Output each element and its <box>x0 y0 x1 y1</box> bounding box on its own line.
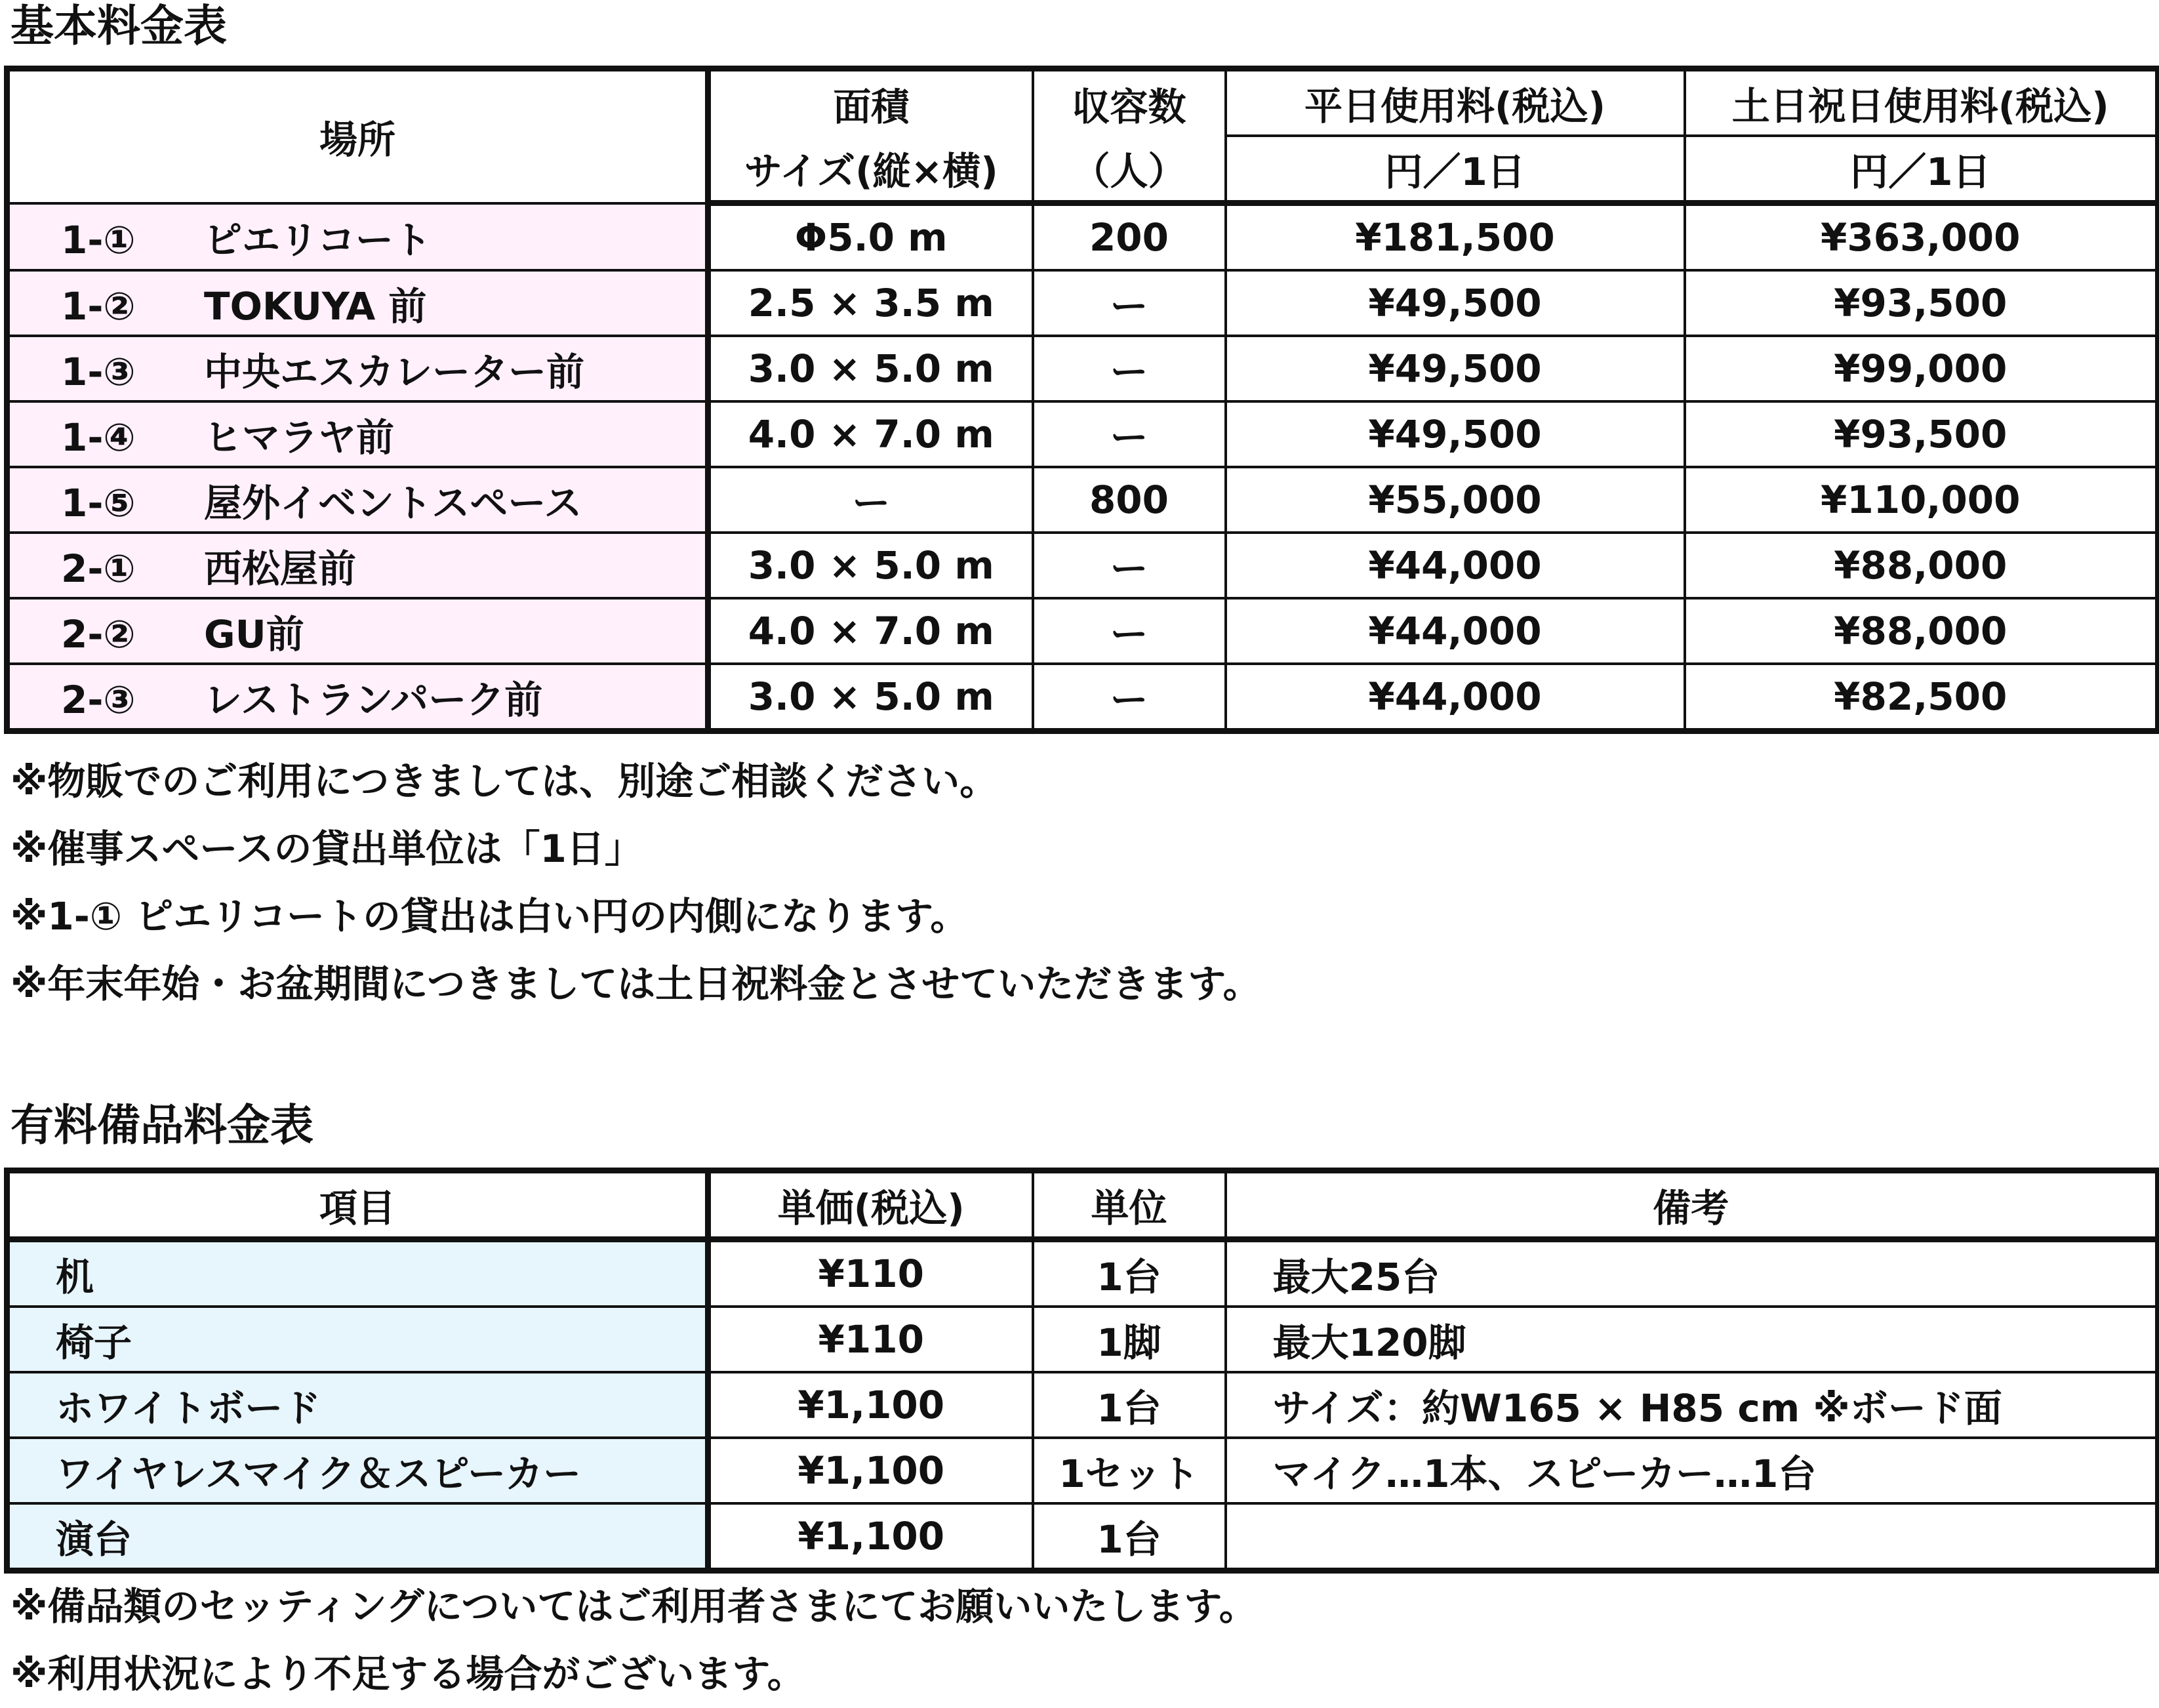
header-weekend-fee: 土日祝日使用料(税込) <box>1685 69 2158 136</box>
header-weekend-unit: 円／1日 <box>1685 136 2158 203</box>
size-cell: 3.0 × 5.0 m <box>708 336 1033 401</box>
equipment-fee-notes <box>10 1573 1257 1708</box>
weekend-fee-cell: ¥363,000 <box>1685 203 2158 271</box>
weekend-fee-cell: ¥99,000 <box>1685 336 2158 401</box>
capacity-cell: ー <box>1033 401 1226 467</box>
place-name: 西松屋前 <box>204 546 357 591</box>
weekday-fee-cell: ¥55,000 <box>1226 467 1685 533</box>
note-item: ※物販でのご利用につきましては、別途ご相談ください。 <box>10 759 998 803</box>
place-cell <box>7 664 708 731</box>
price-cell: ¥110 <box>708 1240 1033 1307</box>
place-code: 1-③ <box>61 350 136 394</box>
note-item: ※利用状況により不足する場合がございます。 <box>10 1652 805 1696</box>
note-item: ※1-① ピエリコートの貸出は白い円の内側になります。 <box>10 894 969 939</box>
place-cell <box>7 533 708 598</box>
weekend-fee-cell: ¥82,500 <box>1685 664 2158 731</box>
unit-cell: 1台 <box>1033 1240 1226 1307</box>
remarks-cell <box>1226 1503 2158 1571</box>
note-item: ※備品類のセッティングについてはご利用者さまにてお願いいたします。 <box>10 1584 1257 1629</box>
place-cell <box>7 598 708 664</box>
table-row <box>7 203 2158 271</box>
place-code: 1-④ <box>61 415 136 460</box>
basic-fee-notes <box>10 748 1261 1018</box>
item-cell: ワイヤレスマイク＆スピーカー <box>7 1438 708 1503</box>
table-row <box>7 1240 2158 1307</box>
size-cell: 2.5 × 3.5 m <box>708 270 1033 336</box>
place-cell <box>7 203 708 271</box>
note-item: ※催事スペースの貸出単位は「1日」 <box>10 826 643 871</box>
size-cell: ー <box>708 467 1033 533</box>
place-code: 2-③ <box>61 678 136 722</box>
header-area: 面積 <box>708 69 1033 136</box>
weekend-fee-cell: ¥93,500 <box>1685 270 2158 336</box>
header-unit: 単位 <box>1033 1171 1226 1240</box>
place-name: ピエリコート <box>204 217 432 262</box>
remarks-cell: マイク…1本、スピーカー…1台 <box>1226 1438 2158 1503</box>
place-code: 1-① <box>61 217 136 262</box>
capacity-cell: ー <box>1033 664 1226 731</box>
place-code: 1-⑤ <box>61 481 136 525</box>
weekday-fee-cell: ¥44,000 <box>1226 664 1685 731</box>
header-remarks: 備考 <box>1226 1171 2158 1240</box>
item-cell: ホワイトボード <box>7 1372 708 1438</box>
basic-fee-table <box>4 66 2159 734</box>
weekend-fee-cell: ¥93,500 <box>1685 401 2158 467</box>
table-row <box>7 401 2158 467</box>
basic-fee-table-title: 基本料金表 <box>10 1 227 51</box>
place-name: TOKUYA 前 <box>204 284 427 329</box>
table-row <box>7 467 2158 533</box>
capacity-cell: ー <box>1033 533 1226 598</box>
weekday-fee-cell: ¥49,500 <box>1226 401 1685 467</box>
place-code: 2-② <box>61 612 136 657</box>
size-cell: 4.0 × 7.0 m <box>708 598 1033 664</box>
capacity-cell: ー <box>1033 336 1226 401</box>
weekday-fee-cell: ¥49,500 <box>1226 336 1685 401</box>
weekend-fee-cell: ¥110,000 <box>1685 467 2158 533</box>
size-cell: Φ5.0 m <box>708 203 1033 271</box>
weekday-fee-cell: ¥44,000 <box>1226 598 1685 664</box>
price-cell: ¥1,100 <box>708 1503 1033 1571</box>
item-cell: 演台 <box>7 1503 708 1571</box>
unit-cell: 1台 <box>1033 1372 1226 1438</box>
capacity-cell: 200 <box>1033 203 1226 271</box>
header-capacity: 収容数 <box>1033 69 1226 136</box>
size-cell: 4.0 × 7.0 m <box>708 401 1033 467</box>
size-cell: 3.0 × 5.0 m <box>708 664 1033 731</box>
table-row <box>7 533 2158 598</box>
table-row <box>7 270 2158 336</box>
place-name: 屋外イベントスペース <box>204 481 582 525</box>
price-cell: ¥110 <box>708 1307 1033 1372</box>
unit-cell: 1セット <box>1033 1438 1226 1503</box>
remarks-cell: 最大25台 <box>1226 1240 2158 1307</box>
table-row <box>7 598 2158 664</box>
remarks-cell: 最大120脚 <box>1226 1307 2158 1372</box>
place-code: 1-② <box>61 284 136 329</box>
capacity-cell: ー <box>1033 598 1226 664</box>
header-place: 場所 <box>7 69 708 203</box>
place-name: 中央エスカレーター前 <box>204 350 585 394</box>
size-cell: 3.0 × 5.0 m <box>708 533 1033 598</box>
remarks-cell: サイズ：約W165 × H85 cm ※ボード面 <box>1226 1372 2158 1438</box>
equipment-fee-table-title: 有料備品料金表 <box>10 1100 313 1150</box>
note-item: ※年末年始・お盆期間につきましては土日祝料金とさせていただきます。 <box>10 962 1261 1006</box>
header-capacity-unit: （人） <box>1033 136 1226 203</box>
table-row <box>7 1372 2158 1438</box>
weekday-fee-cell: ¥181,500 <box>1226 203 1685 271</box>
place-cell <box>7 401 708 467</box>
table-row <box>7 1307 2158 1372</box>
table-row <box>7 1503 2158 1571</box>
place-cell <box>7 467 708 533</box>
place-name: レストランパーク前 <box>204 678 543 722</box>
header-weekday-fee: 平日使用料(税込) <box>1226 69 1685 136</box>
header-item: 項目 <box>7 1171 708 1240</box>
item-cell: 机 <box>7 1240 708 1307</box>
equipment-fee-table <box>4 1168 2159 1574</box>
weekday-fee-cell: ¥44,000 <box>1226 533 1685 598</box>
price-cell: ¥1,100 <box>708 1438 1033 1503</box>
place-code: 2-① <box>61 546 136 591</box>
header-price: 単価(税込) <box>708 1171 1033 1240</box>
weekend-fee-cell: ¥88,000 <box>1685 533 2158 598</box>
capacity-cell: 800 <box>1033 467 1226 533</box>
weekend-fee-cell: ¥88,000 <box>1685 598 2158 664</box>
place-cell <box>7 336 708 401</box>
capacity-cell: ー <box>1033 270 1226 336</box>
header-area-size: サイズ(縦×横) <box>708 136 1033 203</box>
price-cell: ¥1,100 <box>708 1372 1033 1438</box>
place-name: ヒマラヤ前 <box>204 415 395 460</box>
place-name: GU前 <box>204 612 304 657</box>
table-row <box>7 664 2158 731</box>
item-cell: 椅子 <box>7 1307 708 1372</box>
header-weekday-unit: 円／1日 <box>1226 136 1685 203</box>
place-cell <box>7 270 708 336</box>
table-row <box>7 1438 2158 1503</box>
unit-cell: 1脚 <box>1033 1307 1226 1372</box>
unit-cell: 1台 <box>1033 1503 1226 1571</box>
table-row <box>7 336 2158 401</box>
weekday-fee-cell: ¥49,500 <box>1226 270 1685 336</box>
